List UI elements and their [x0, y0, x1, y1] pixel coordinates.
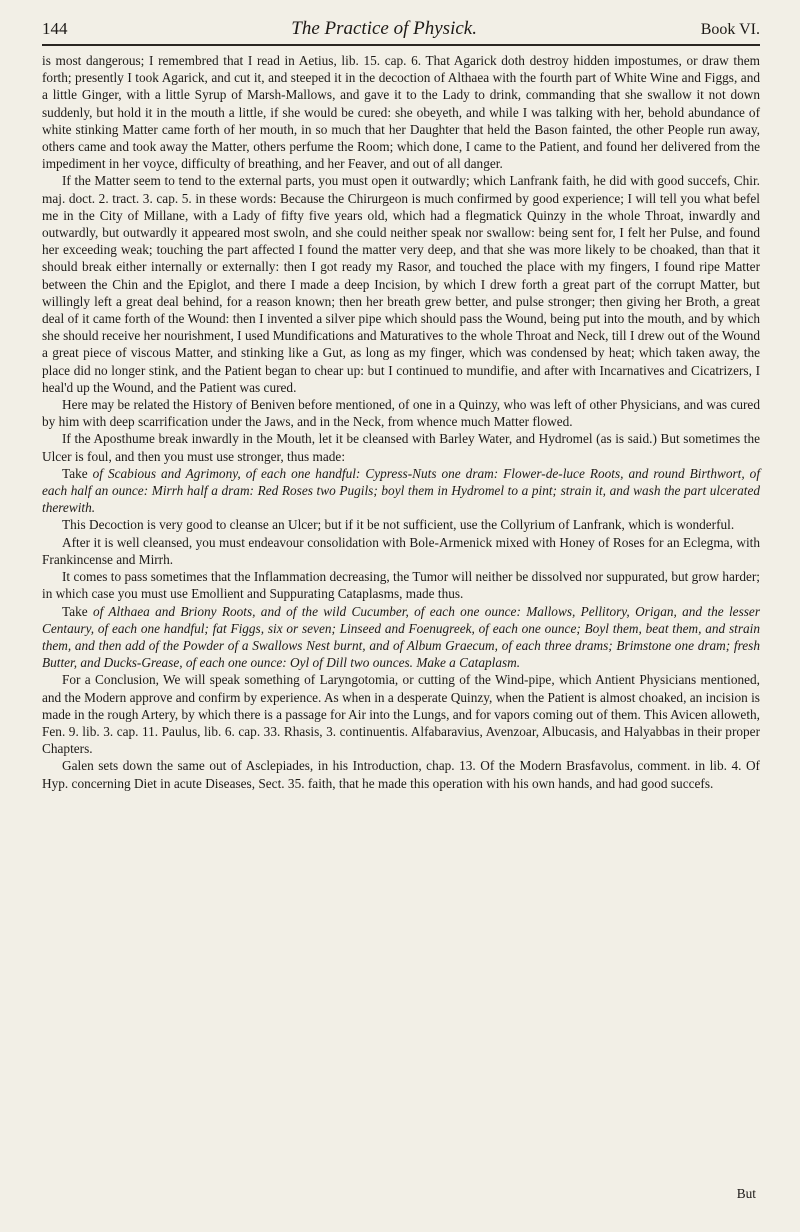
recipe-text: of Scabious and Agrimony, of each one handful: Cypress-Nuts one dram: Flower-de-luce Roots, and round Birthwort, of each half an ounce: Mirrh half a dram: Red Roses two Pugils; boyl them in Hydromel to a pint; strain it, and wash the part ulcerated therewith.: [42, 465, 761, 516]
paragraph: is most dangerous; I remembred that I read in Aetius, lib. 15. cap. 6. That Agarick doth destroy hidden impostumes, or draw them forth; presently I took Agarick, and cut it, and steeped it in the decoction of Althaea with the fourth part of White Wine and Figgs, and a little Ginger, with a little Syrup of Marsh-Mallows, and gave it to the Lady to drink, commanding that she swallow it not down suddenly, but hold it in the mouth a little, if she would be cured: she obeyeth, and while I was talking with her, behold abundance of white stinking Matter came forth of her mouth, in so much that her Daughter that held the Bason fainted, the other People run away, others came and took away the Matter, others perfume the Room; which done, I came to the Patient, and found her delivered from the impediment in her voyce, difficulty of breathing, and her Feaver, and out of all danger.: [42, 53, 760, 172]
running-head: [42, 18, 760, 44]
page-body: [42, 52, 760, 792]
paragraph: Here may be related the History of Beniven before mentioned, of one in a Quinzy, who was left of other Physicians, and was cured by him with deep scarrification under the Jaws, and in the Neck, from whence much Matter flowed.: [42, 397, 760, 430]
paragraph: This Decoction is very good to cleanse an Ulcer; but if it be not sufficient, use the Collyrium of Lanfrank, which is wonderful.: [62, 517, 735, 533]
paragraph: If the Aposthume break inwardly in the Mouth, let it be cleansed with Barley Water, and Hydromel (as is said.) But sometimes the Ulcer is foul, and then you must use stronger, thus made:: [42, 431, 760, 464]
recipe-lead: Take: [62, 603, 88, 619]
paragraph: After it is well cleansed, you must endeavour consolidation with Bole-Armenick mixed with Honey of Roses for an Eclegma, with Frankincense and Mirrh.: [42, 534, 760, 567]
recipe: [42, 465, 760, 517]
book-part: Book VI.: [700, 21, 760, 38]
paragraph: If the Matter seem to tend to the external parts, you must open it outwardly; which Lanfrank faith, he did with good succefs, Chir. maj. doct. 2. tract. 3. cap. 5. in these words: Because the Chirurgeon is much confirmed by good experience; I will tell you what befel me in the City of Millane, with a Lady of fifty five years old, which had a flegmatick Quinzy in the whole Throat, inwardly and outwardly, but outwardly it appeared most swoln, and she could neither speak nor swallow: being sent for, I felt her Pulse, and found her exceeding weak; touching the part affected I found the matter very deep, and that she was more likely to be choaked, than that it should break either internally or externally: then I got ready my Rasor, and touched the place with my fingers, I found ripe Matter between the Chin and the Epiglot, and there I made a deep Incision, by which I drew forth a great part of the corrupt Matter, but willingly left a great deal behind, for a reason known; then her breath grew better, and pulse stronger; then giving her Broth, a great deal of it came forth of the Wound: then I invented a silver pipe which should pass the Wound, being put into the mouth, and by which she should receive her nourishment, I used Mundifications and Maturatives to the whole Throat and Neck, till I drew out of the Wound a great piece of viscous Matter, and stinking like a Gut, as long as my finger, which was condensed by heat; which taken away, the place did no longer stink, and the Patient began to chear up: but I continued to mundifie, and after with Incarnatives and Cicatrizers, I heal'd up the Wound, and the Patient was cured.: [42, 173, 760, 395]
recipe: [42, 603, 760, 672]
page-number: 144: [42, 19, 68, 38]
running-title: The Practice of Physick.: [291, 18, 477, 39]
paragraph: It comes to pass sometimes that the Inflammation decreasing, the Tumor will neither be dissolved nor suppurated, but grow harder; in which case you must use Emollient and Suppurating Cataplasms, made thus.: [42, 569, 760, 602]
paragraph: For a Conclusion, We will speak something of Laryngotomia, or cutting of the Wind-pipe, which Antient Physicians mentioned, and the Modern approve and confirm by experience. As when in a desperate Quinzy, when the Patient is almost choaked, an incision is made in the rough Artery, by which there is a passage for Air into the Lungs, and for vapors coming out of them. This Avicen alloweth, Fen. 9. lib. 3. cap. 11. Paulus, lib. 6. cap. 33. Rhasis, 3. continuentis. Alfabaravius, Avenzoar, Albucasis, and Halyabbas in their proper Chapters.: [42, 672, 760, 757]
header-rule: [42, 44, 760, 46]
recipe-lead: Take: [62, 465, 88, 481]
paragraph: Galen sets down the same out of Asclepiades, in his Introduction, chap. 13. Of the Modern Brasfavolus, comment. in lib. 4. Of Hyp. concerning Diet in acute Diseases, Sect. 35. faith, that he made this operation with his own hands, and had good succefs.: [42, 758, 760, 791]
catchword: But: [736, 1186, 756, 1201]
recipe-text: of Althaea and Briony Roots, and of the wild Cucumber, of each one ounce: Mallows, Pellitory, Origan, and the lesser Centaury, of each one handful; fat Figgs, six or seven; Linseed and Foenugreek, of each one ounce; Boyl them, beat them, and strain them, and then add of the Powder of a Swallows Nest burnt, and of Album Graecum, of each three drams; Brimstone one dram; fresh Butter, and Ducks-Grease, of each one ounce: Oyl of Dill two ounces. Make a Cataplasm.: [42, 603, 760, 671]
